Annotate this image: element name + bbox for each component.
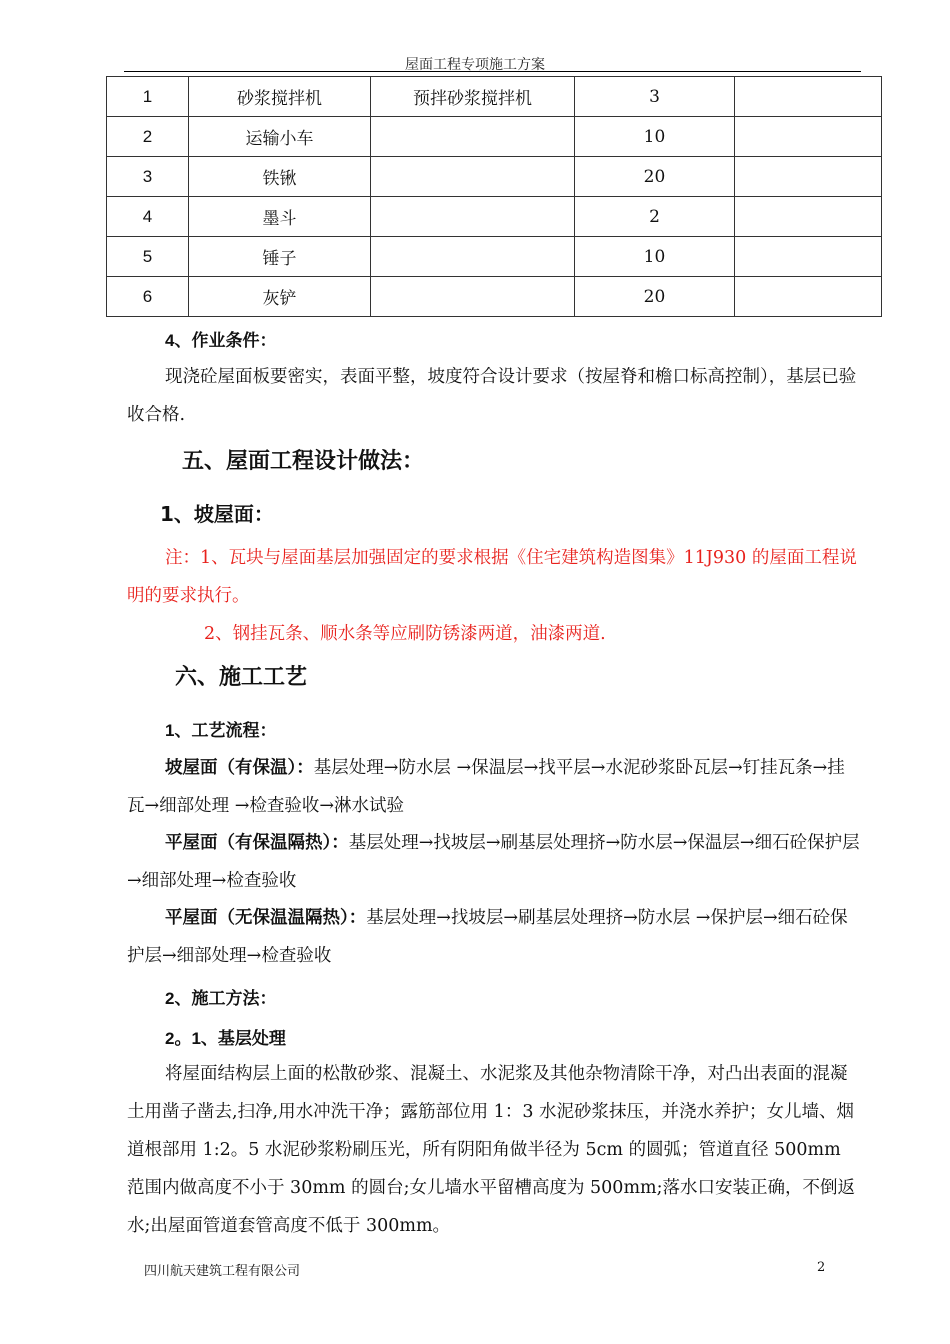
cell-no: 5	[107, 237, 189, 277]
work-conditions-heading: 4、作业条件：	[165, 331, 277, 350]
equipment-table	[106, 76, 882, 317]
flow-flat-roof-uninsulated-text: 基层处理→找坡层→刷基层处理挤→防水层 →保护层→细石砼保护层→细部处理→检查验收	[127, 908, 848, 966]
flow-slope-roof-label: 坡屋面（有保温）：	[165, 758, 314, 778]
cell-name: 运输小车	[189, 117, 371, 157]
base-treatment-text: 将屋面结构层上面的松散砂浆、混凝土、水泥浆及其他杂物清除干净，对凸出表面的混凝土用凿子凿去,扫净,用水冲洗干净；露筋部位用 1：3 水泥砂浆抹压，并浇水养护；女儿墙、烟道根部用 1:2。5 水泥砂浆粉刷压光，所有阴阳角做半径为 5cm 的圆弧；管道直径 500mm 范围内做高度不小于 30mm 的圆台;女儿墙水平留槽高度为 500mm;落水口安装正确，不倒返水;出屋面管道套管高度不低于 300mm。	[127, 1064, 856, 1236]
header-divider	[124, 71, 861, 72]
cell-qty: 20	[575, 157, 735, 197]
footer-page-number: 2	[817, 1260, 826, 1275]
cell-no: 3	[107, 157, 189, 197]
cell-name: 灰铲	[189, 277, 371, 317]
footer-company: 四川航天建筑工程有限公司	[144, 1264, 301, 1279]
flow-flat-roof-insulated	[127, 824, 861, 900]
cell-remark	[735, 277, 882, 317]
table-row	[107, 237, 882, 277]
cell-model	[371, 157, 575, 197]
section-6-heading: 六、施工工艺	[175, 665, 308, 690]
flow-flat-roof-insulated-text: 基层处理→找坡层→刷基层处理挤→防水层→保温层→细石砼保护层→细部处理→检查验收	[127, 833, 860, 891]
table-row	[107, 197, 882, 237]
cell-qty: 3	[575, 77, 735, 117]
flow-flat-roof-uninsulated-label: 平屋面（无保温温隔热）：	[165, 908, 367, 928]
cell-no: 4	[107, 197, 189, 237]
cell-remark	[735, 157, 882, 197]
flow-flat-roof-uninsulated	[127, 899, 861, 975]
cell-name: 铁锹	[189, 157, 371, 197]
cell-no: 2	[107, 117, 189, 157]
section-6-sub-2: 2、施工方法：	[165, 989, 277, 1008]
section-6-sub-2-1: 2。1、基层处理	[165, 1029, 286, 1048]
flow-slope-roof	[127, 749, 861, 825]
table-row	[107, 157, 882, 197]
cell-qty: 10	[575, 117, 735, 157]
work-conditions-text: 现浇砼屋面板要密实，表面平整，坡度符合设计要求（按屋脊和檐口标高控制），基层已验收合格.	[127, 367, 857, 425]
cell-qty: 10	[575, 237, 735, 277]
cell-remark	[735, 237, 882, 277]
cell-no: 1	[107, 77, 189, 117]
cell-remark	[735, 197, 882, 237]
cell-model: 预拌砂浆搅拌机	[371, 77, 575, 117]
cell-model	[371, 277, 575, 317]
cell-no: 6	[107, 277, 189, 317]
table-row	[107, 117, 882, 157]
flow-flat-roof-insulated-label: 平屋面（有保温隔热）：	[165, 833, 349, 853]
cell-model	[371, 117, 575, 157]
cell-name: 墨斗	[189, 197, 371, 237]
section-5-note-1: 注：1、瓦块与屋面基层加强固定的要求根据《住宅建筑构造图集》11J930 的屋面工程说明的要求执行。	[127, 548, 857, 606]
cell-qty: 20	[575, 277, 735, 317]
cell-remark	[735, 77, 882, 117]
table-row	[107, 277, 882, 317]
cell-name: 锤子	[189, 237, 371, 277]
cell-remark	[735, 117, 882, 157]
flow-slope-roof-text: 基层处理→防水层 →保温层→找平层→水泥砂浆卧瓦层→钉挂瓦条→挂瓦→细部处理 →检查验收→淋水试验	[127, 758, 845, 816]
page-header-title: 屋面工程专项施工方案	[405, 57, 545, 73]
section-6-sub-1: 1、工艺流程：	[165, 721, 277, 740]
section-5-note-2: 2、钢挂瓦条、顺水条等应刷防锈漆两道，油漆两道.	[204, 624, 606, 644]
cell-qty: 2	[575, 197, 735, 237]
table-row	[107, 77, 882, 117]
cell-model	[371, 197, 575, 237]
cell-model	[371, 237, 575, 277]
section-5-sub-1: 1、坡屋面：	[160, 502, 274, 526]
cell-name: 砂浆搅拌机	[189, 77, 371, 117]
section-5-heading: 五、屋面工程设计做法：	[182, 449, 425, 474]
